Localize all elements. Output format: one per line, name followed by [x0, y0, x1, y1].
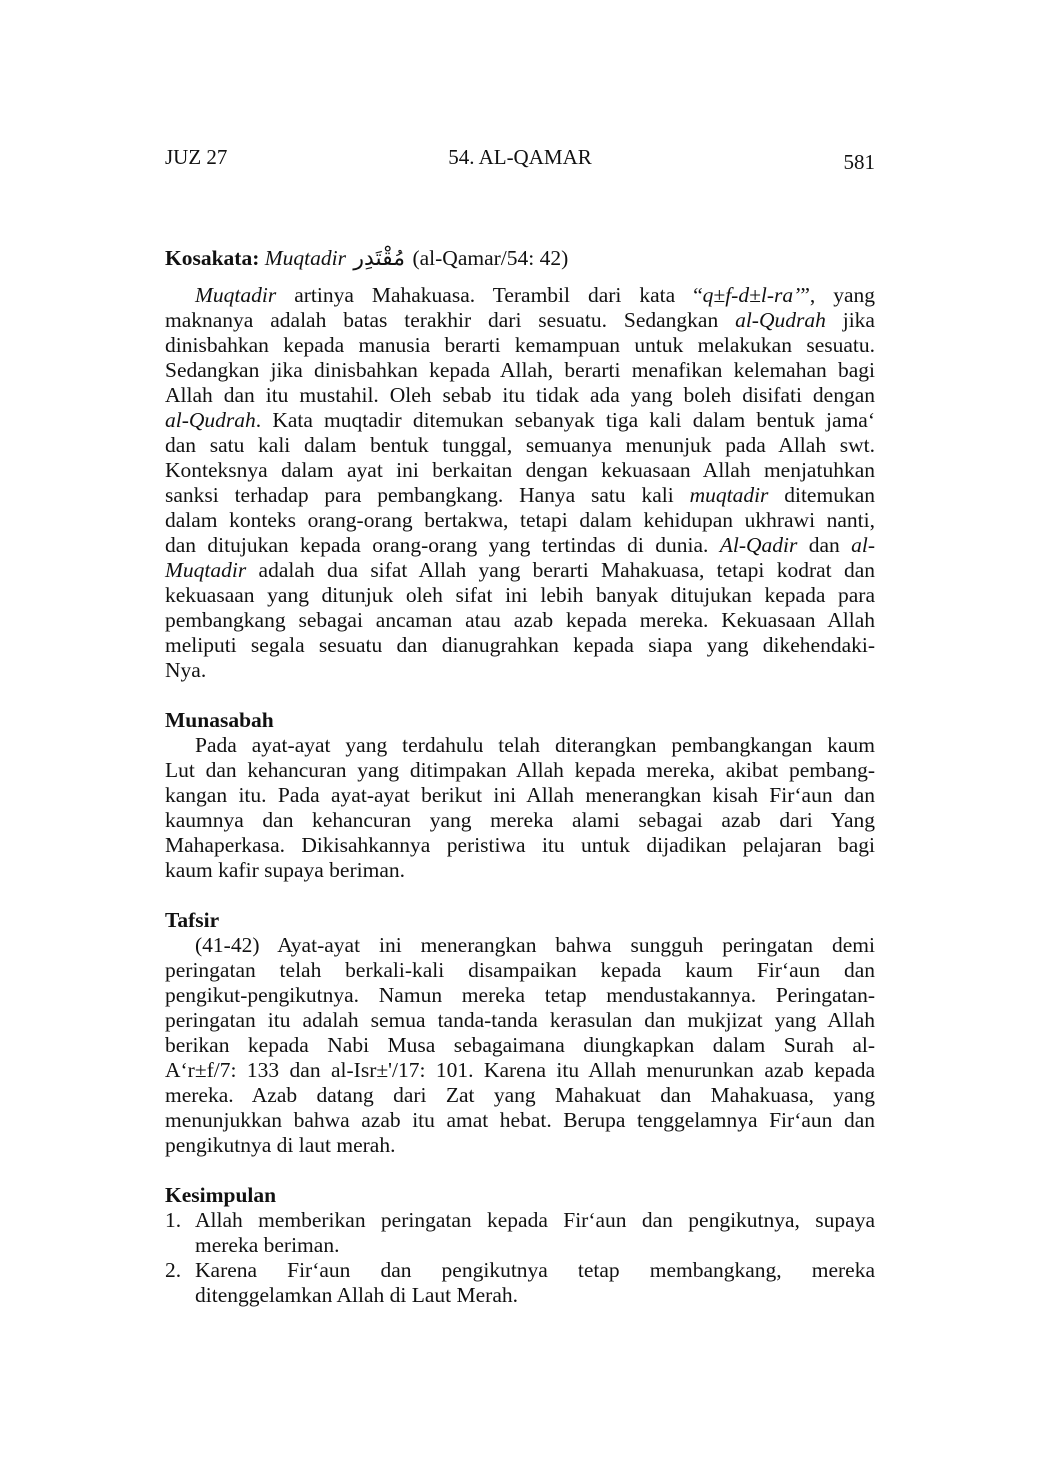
- kosakata-text: adalah dua sifat Allah yang berarti Mahakuasa, tetapi kodrat dan: [246, 558, 875, 582]
- page-content: [165, 243, 875, 1308]
- kosakata-line: [165, 658, 875, 683]
- kosakata-line: [165, 483, 875, 508]
- kosakata-line: [165, 408, 875, 433]
- kosakata-line: [165, 558, 875, 583]
- kosakata-text: al-Qudrah: [165, 408, 256, 432]
- list-item-line: [165, 1208, 875, 1233]
- kosakata-text: muqtadir: [689, 483, 769, 507]
- list-item-line: [165, 1258, 875, 1283]
- list-item-text: ditenggelamkan Allah di Laut Merah.: [195, 1283, 519, 1307]
- kosakata-text: dan ditujukan kepada orang-orang yang tertindas di dunia.: [165, 533, 720, 557]
- kosakata-text: Sedangkan jika dinisbahkan kepada Allah, berarti menafikan kelemahan bagi: [165, 358, 875, 382]
- kosakata-text: ”, yang: [800, 283, 875, 307]
- list-item-text: Allah memberikan peringatan kepada Fir‘aun dan pengikutnya, supaya: [195, 1208, 875, 1232]
- kosakata-text: dinisbahkan kepada manusia berarti kemampuan untuk melakukan sesuatu.: [165, 333, 875, 357]
- kosakata-reference: (al-Qamar/54: 42): [412, 246, 569, 270]
- kosakata-line: [165, 458, 875, 483]
- munasabah-line: Mahaperkasa. Dikisahkannya peristiwa itu untuk dijadikan pelajaran bagi: [165, 833, 875, 857]
- munasabah-line: Lut dan kehancuran yang ditimpakan Allah kepada mereka, akibat pembang-: [165, 758, 875, 782]
- kesimpulan-list: [165, 1208, 875, 1308]
- munasabah-paragraph: [165, 733, 875, 883]
- kosakata-text: dalam konteks orang-orang bertakwa, tetapi dalam kehidupan ukhrawi nanti,: [165, 508, 875, 532]
- kosakata-text: kekuasaan yang ditunjuk oleh sifat ini lebih banyak ditujukan kepada para: [165, 583, 875, 607]
- tafsir-line: A‘r±f/7: 133 dan al-Isr±'/17: 101. Karena itu Allah menurunkan azab kepada: [165, 1058, 875, 1082]
- page-number: 581: [843, 150, 875, 174]
- kosakata-line: [165, 633, 875, 658]
- tafsir-line: berikan kepada Nabi Musa sebagaimana diungkapkan dalam Surah al-: [165, 1033, 875, 1057]
- kosakata-text: Nya.: [165, 658, 207, 682]
- kosakata-line: [165, 383, 875, 408]
- kosakata-text: jika: [825, 308, 875, 332]
- kosakata-paragraph: [165, 283, 875, 683]
- munasabah-heading: Munasabah: [165, 708, 274, 732]
- list-item-number: 2.: [165, 1258, 182, 1282]
- running-header: [165, 145, 875, 175]
- surah-title: 54. AL-QAMAR: [448, 145, 592, 169]
- list-item-line: [165, 1283, 875, 1308]
- kesimpulan-heading: Kesimpulan: [165, 1183, 277, 1207]
- kosakata-text: Muqtadir: [165, 558, 247, 582]
- tafsir-line: menunjukkan bahwa azab itu amat hebat. Berupa tenggelamnya Fir‘aun dan: [165, 1108, 875, 1132]
- munasabah-line: Pada ayat-ayat yang terdahulu telah diterangkan pembangkangan kaum: [195, 733, 875, 757]
- kosakata-heading: [165, 243, 875, 273]
- list-item-number: 1.: [165, 1208, 182, 1232]
- tafsir-line: (41-42) Ayat-ayat ini menerangkan bahwa sungguh peringatan demi: [195, 933, 875, 957]
- kosakata-line: [165, 308, 875, 333]
- tafsir-line: peringatan itu adalah semua tanda-tanda kerasulan dan mukjizat yang Allah: [165, 1008, 875, 1032]
- kosakata-line: [165, 533, 875, 558]
- munasabah-line: kaumnya dan kehancuran yang mereka alami sebagai azab dari Yang: [165, 808, 875, 832]
- juz-label: JUZ 27: [165, 145, 228, 169]
- kosakata-text: artinya Mahakuasa. Terambil dari kata “: [276, 283, 703, 307]
- list-item-number: [165, 1233, 195, 1258]
- kosakata-text: ditemukan: [768, 483, 875, 507]
- tafsir-paragraph: [165, 933, 875, 1158]
- kosakata-text: . Kata muqtadir ditemukan sebanyak tiga kali dalam bentuk jama‘: [255, 408, 875, 432]
- kosakata-text: al-Qudrah: [735, 308, 826, 332]
- kosakata-line: [165, 358, 875, 383]
- tafsir-line: peringatan telah berkali-kali disampaikan kepada kaum Fir‘aun dan: [165, 958, 875, 982]
- list-item-text: mereka beriman.: [195, 1233, 340, 1257]
- kosakata-text: sanksi terhadap para pembangkang. Hanya satu kali: [165, 483, 690, 507]
- kosakata-line: [165, 433, 875, 458]
- kosakata-term: Muqtadir: [264, 246, 346, 270]
- tafsir-line: pengikutnya di laut merah.: [165, 1133, 396, 1157]
- list-item-number: [165, 1283, 195, 1308]
- kosakata-arabic-term: مُقْتَدِر: [353, 246, 406, 271]
- kosakata-line: [165, 608, 875, 633]
- munasabah-line: kangan itu. Pada ayat-ayat berikut ini Allah menerangkan kisah Fir‘aun dan: [165, 783, 875, 807]
- kosakata-line: [165, 583, 875, 608]
- list-item-text: Karena Fir‘aun dan pengikutnya tetap membangkang, mereka: [195, 1258, 875, 1282]
- kosakata-text: Al-Qadir: [719, 533, 798, 557]
- list-item-line: [165, 1233, 875, 1258]
- kosakata-line: [165, 333, 875, 358]
- kosakata-text: dan: [797, 533, 852, 557]
- kosakata-text: dan satu kali dalam bentuk tunggal, semuanya menunjuk pada Allah swt.: [165, 433, 875, 457]
- kosakata-label: Kosakata:: [165, 246, 260, 270]
- kosakata-text: maknanya adalah batas terakhir dari sesuatu. Sedangkan: [165, 308, 736, 332]
- kosakata-text: pembangkang sebagai ancaman atau azab kepada mereka. Kekuasaan Allah: [165, 608, 875, 632]
- kosakata-text: Allah dan itu mustahil. Oleh sebab itu tidak ada yang boleh disifati dengan: [165, 383, 875, 407]
- munasabah-line: kaum kafir supaya beriman.: [165, 858, 405, 882]
- kosakata-line: [165, 283, 875, 308]
- kosakata-line: [165, 508, 875, 533]
- tafsir-line: pengikut-pengikutnya. Namun mereka tetap mendustakannya. Peringatan-: [165, 983, 875, 1007]
- kosakata-text: q±f-d±l-ra’: [702, 283, 801, 307]
- kosakata-text: al-: [851, 533, 875, 557]
- kosakata-text: meliputi segala sesuatu dan dianugrahkan kepada siapa yang dikehendaki-: [165, 633, 875, 657]
- tafsir-heading: Tafsir: [165, 908, 220, 932]
- tafsir-line: mereka. Azab datang dari Zat yang Mahakuat dan Mahakuasa, yang: [165, 1083, 875, 1107]
- kosakata-text: Konteksnya dalam ayat ini berkaitan dengan kekuasaan Allah menjatuhkan: [165, 458, 875, 482]
- kosakata-text: Muqtadir: [195, 283, 277, 307]
